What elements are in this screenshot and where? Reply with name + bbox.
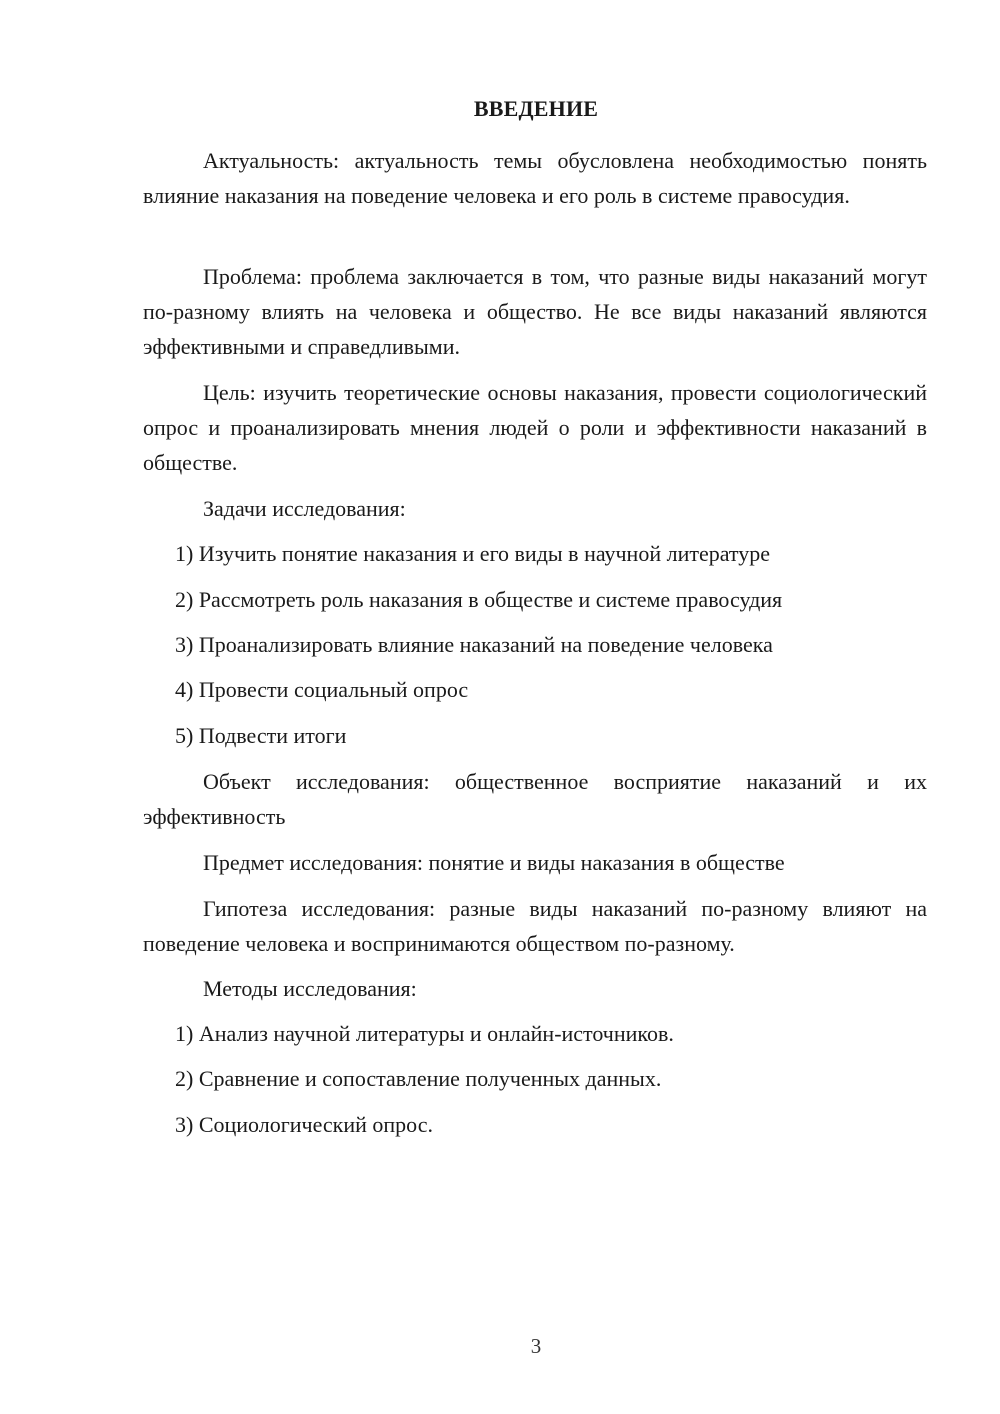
- problem-paragraph: Проблема: проблема заключается в том, что разные виды наказаний могут по-разному влиять на человека и общество. Не все виды наказаний являются эффективными и справедливыми.: [143, 264, 927, 359]
- method-list-item: 3) Социологический опрос.: [175, 1112, 433, 1137]
- page-title: ВВЕДЕНИЕ: [473, 96, 599, 121]
- task-list-item: 5) Подвести итоги: [175, 723, 347, 748]
- hypothesis-paragraph: Гипотеза исследования: разные виды наказаний по-разному влияют на поведение человека и воспринимаются обществом по-разному.: [143, 896, 927, 956]
- task-list-item: 4) Провести социальный опрос: [175, 677, 469, 702]
- task-list-item: 1) Изучить понятие наказания и его виды в научной литературе: [175, 541, 771, 566]
- subject-paragraph: Предмет исследования: понятие и виды наказания в обществе: [203, 850, 785, 875]
- tasks-heading: Задачи исследования:: [203, 496, 406, 521]
- method-list-item: 1) Анализ научной литературы и онлайн-источников.: [175, 1021, 674, 1046]
- methods-heading: Методы исследования:: [203, 976, 417, 1001]
- task-list-item: 3) Проанализировать влияние наказаний на поведение человека: [175, 632, 773, 657]
- page-number: 3: [530, 1334, 542, 1358]
- relevance-paragraph: Актуальность: актуальность темы обусловлена необходимостью понять влияние наказания на поведение человека и его роль в системе правосудия.: [143, 148, 927, 208]
- goal-paragraph: Цель: изучить теоретические основы наказания, провести социологический опрос и проанализировать мнения людей о роли и эффективности наказаний в обществе.: [143, 380, 927, 475]
- task-list-item: 2) Рассмотреть роль наказания в обществе и системе правосудия: [175, 587, 783, 612]
- method-list-item: 2) Сравнение и сопоставление полученных данных.: [175, 1066, 662, 1091]
- object-paragraph: Объект исследования: общественное восприятие наказаний и их эффективность: [143, 769, 927, 829]
